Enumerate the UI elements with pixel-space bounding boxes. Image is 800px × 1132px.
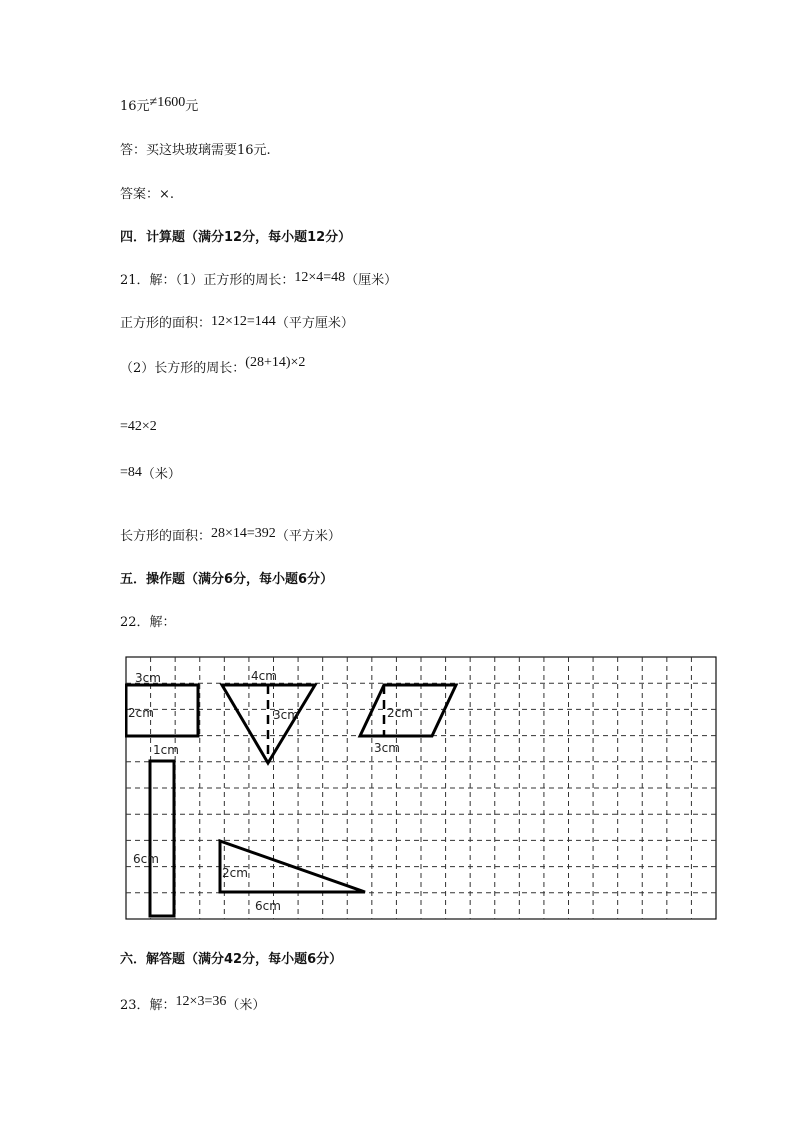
section-heading-6: 六．解答题（满分42分，每小题6分） <box>120 952 343 967</box>
tall-rect-width-label: 1cm <box>153 743 179 757</box>
square-area-formula: 12×12=144 <box>211 314 276 329</box>
parallelogram-base-label: 3cm <box>374 741 400 755</box>
q21-rect-perimeter <box>120 355 306 378</box>
calc-84: =84 <box>120 465 142 480</box>
not-equal-sign: ≠ <box>149 95 158 110</box>
tall-rect-height-label: 6cm <box>133 852 159 866</box>
section-heading-5: 五．操作题（满分6分，每小题6分） <box>120 572 334 587</box>
line-price-compare <box>120 95 199 116</box>
triangle-base-label: 4cm <box>251 669 277 683</box>
answer-mark-line: 答案：×. <box>120 187 175 202</box>
rect-perimeter-formula: (28+14)×2 <box>245 355 306 370</box>
rect-height-label: 2cm <box>128 706 154 720</box>
q21-unit-1: （厘米） <box>345 273 398 288</box>
calc-step-1 <box>120 418 157 436</box>
value-1600: 1600 <box>157 95 186 110</box>
rect-width-label: 3cm <box>135 671 161 685</box>
rect-area-label: 长方形的面积： <box>120 529 212 544</box>
calc-42x2: =42×2 <box>120 419 157 434</box>
square-area-label: 正方形的面积： <box>120 316 212 331</box>
rect-area-unit: （平方米） <box>275 529 341 544</box>
triangle-height-label: 3cm <box>273 708 299 722</box>
answer-line: 答：买这块玻璃需要16元. <box>120 143 271 158</box>
text-16-yuan: 16元 <box>120 99 150 114</box>
q23-unit: （米） <box>226 998 266 1013</box>
q23-line <box>120 994 266 1015</box>
right-triangle-height-label: 2cm <box>222 866 248 880</box>
rect-perimeter-label: （2）长方形的周长： <box>120 361 246 376</box>
square-area-unit: （平方厘米） <box>275 316 354 331</box>
unit-meter: （米） <box>141 467 181 482</box>
parallelogram-height-label: 2cm <box>387 706 413 720</box>
rect-area-formula: 28×14=392 <box>211 526 276 541</box>
right-triangle-base-label: 6cm <box>255 899 281 913</box>
q21-label: 21．解：（1）正方形的周长： <box>120 273 295 288</box>
q21-square-area <box>120 315 354 333</box>
q23-label: 23．解： <box>120 998 176 1013</box>
grid-drawing-figure <box>125 656 717 920</box>
section-heading-4: 四．计算题（满分12分，每小题12分） <box>120 230 352 245</box>
q21-square-perimeter <box>120 272 397 290</box>
q23-formula: 12×3=36 <box>175 994 227 1009</box>
q21-formula-1: 12×4=48 <box>294 270 346 285</box>
rect-area-line <box>120 528 341 546</box>
unit-yuan: 元 <box>185 99 199 114</box>
calc-step-2 <box>120 466 181 484</box>
q22-label: 22．解： <box>120 615 176 630</box>
